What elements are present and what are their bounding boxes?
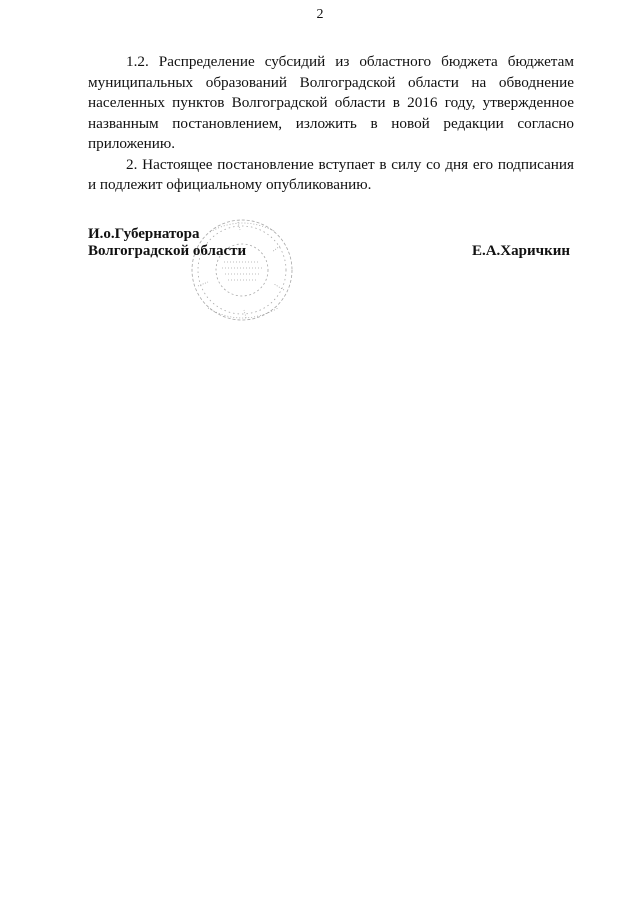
paragraph-2: 2. Настоящее постановление вступает в силу со дня его подписания и подлежит официальному опубликованию. — [88, 155, 574, 193]
signatory-title-line-1: И.о.Губернатора — [88, 226, 200, 242]
signature-block — [88, 226, 574, 326]
signatory-title — [88, 226, 246, 260]
signatory-name: Е.А.Харичкин — [471, 243, 570, 259]
signatory-title-line-2: Волгоградской области — [88, 243, 247, 259]
document-body — [88, 52, 574, 196]
page-number: 2 — [316, 7, 324, 22]
paragraph-1-2: 1.2. Распределение субсидий из областного бюджета бюджетам муниципальных образований Волгоградской области на обводнение населенных пунктов Волгоградской области в 2016 году, утвержденное названным постановлением, изложить в новой редакции согласно приложению. — [88, 53, 574, 152]
